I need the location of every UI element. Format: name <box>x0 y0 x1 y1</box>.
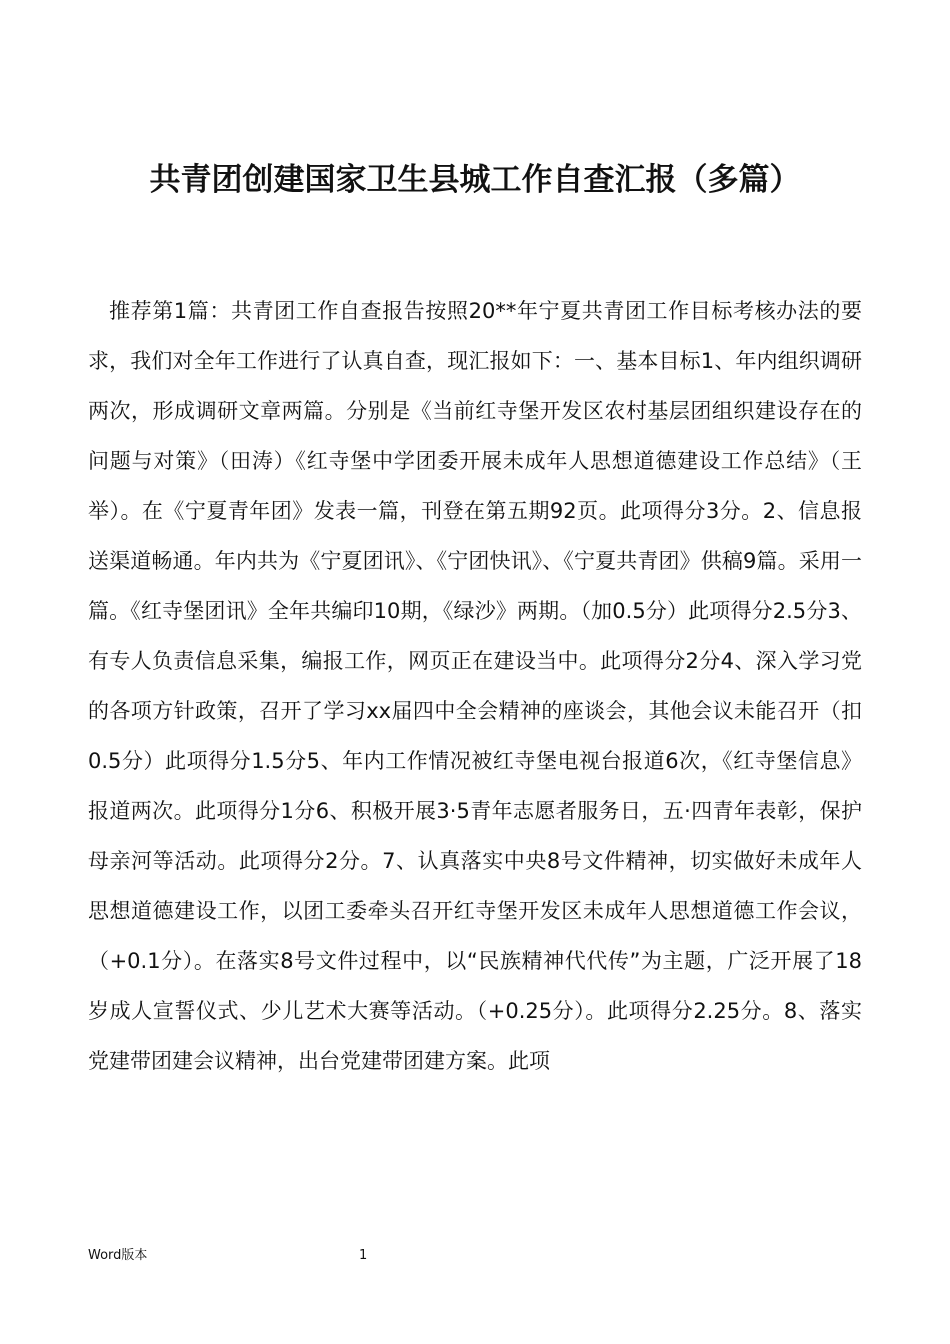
body-paragraph: 推荐第1篇：共青团工作自查报告按照20**年宁夏共青团工作目标考核办法的要求，我们对全年工作进行了认真自查，现汇报如下：一、基本目标1、年内组织调研两次，形成调研文章两篇。分别是《当前红寺堡开发区农村基层团组织建设存在的问题与对策》（田涛）《红寺堡中学团委开展未成年人思想道德建设工作总结》（王举）。在《宁夏青年团》发表一篇，刊登在第五期92页。此项得分3分。2、信息报送渠道畅通。年内共为《宁夏团讯》、《宁团快讯》、《宁夏共青团》供稿9篇。采用一篇。《红寺堡团讯》全年共编印10期，《绿沙》两期。（加0.5分）此项得分2.5分3、有专人负责信息采集，编报工作，网页正在建设当中。此项得分2分4、深入学习党的各项方针政策，召开了学习xx届四中全会精神的座谈会，其他会议未能召开（扣0.5分）此项得分1.5分5、年内工作情况被红寺堡电视台报道6次，《红寺堡信息》报道两次。此项得分1分6、积极开展3·5青年志愿者服务日，五·四青年表彰，保护母亲河等活动。此项得分2分。7、认真落实中央8号文件精神，切实做好未成年人思想道德建设工作，以团工委牵头召开红寺堡开发区未成年人思想道德工作会议，（+0.1分）。在落实8号文件过程中，以“民族精神代代传”为主题，广泛开展了18岁成人宣誓仪式、少儿艺术大赛等活动。（+0.25分）。此项得分2.25分。8、落实党建带团建会议精神，出台党建带团建方案。此项 <box>88 299 862 1073</box>
document-body <box>88 286 862 1186</box>
document-title: 共青团创建国家卫生县城工作自查汇报（多篇） <box>149 162 801 198</box>
footer-label: Word版本 <box>88 1248 148 1263</box>
footer-page-number: 1 <box>359 1248 368 1263</box>
